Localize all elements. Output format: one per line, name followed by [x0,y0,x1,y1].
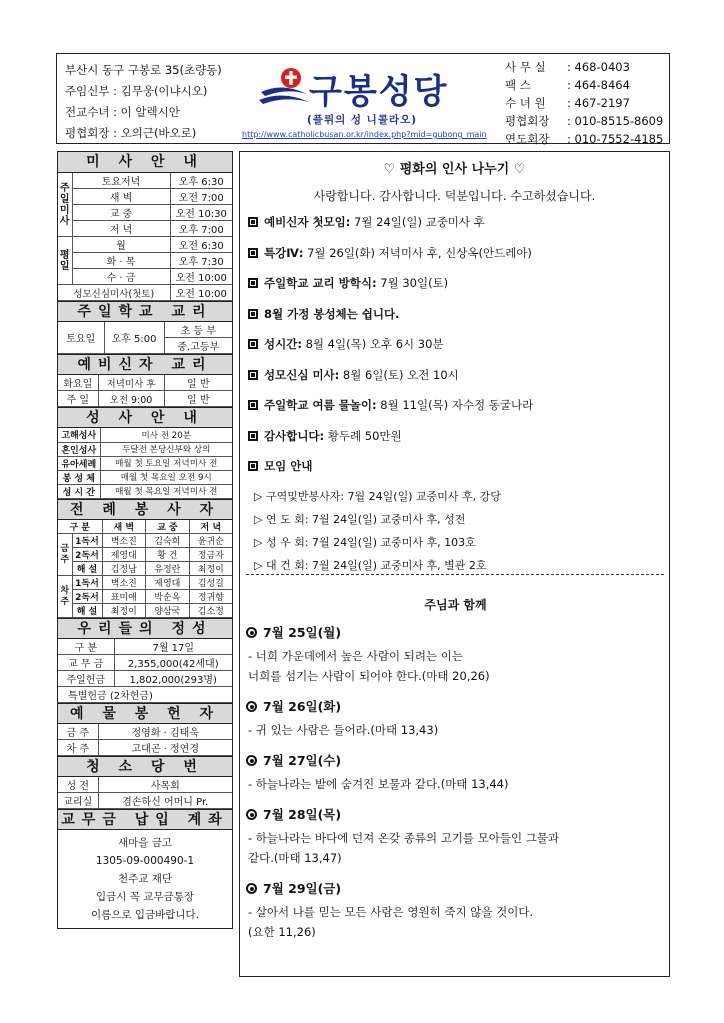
mass-name: 월 [72,237,170,253]
notice-item [248,454,668,485]
church-website-link[interactable]: http://www.catholicbusan.or.kr/index.php?mid=gubong_main [242,130,487,139]
contact-label: 평협회장 [505,114,550,128]
server-name: 벽소진 [102,534,146,548]
weekday-mass-label: 평일 [58,237,72,285]
catechumen-row [58,391,232,407]
contact-value: : 010-7552-4185 [567,132,664,146]
sacrament-row [58,470,232,484]
cleaning-row [58,777,232,793]
cleaning-value: 사목회 [98,777,232,793]
left-column [57,151,233,929]
account-title: 교무금 납입 계좌 [58,809,232,830]
server-name: 정금자 [189,548,232,562]
contact-value: : 467-2197 [567,96,630,110]
circle-bullet-icon [246,883,257,894]
sunday-school-group: 초 등 부 [164,322,232,338]
catechumen-day: 화요일 [58,375,98,391]
account-line: 1305-09-000490-1 [95,855,195,867]
section-divider [246,574,664,575]
verse-date [246,620,666,646]
contact-row [505,58,663,76]
mass-time: 오후 7:30 [170,253,232,269]
contact-value: : 464-8464 [567,78,630,92]
square-bullet-icon [248,339,258,349]
server-name: 양삼국 [146,604,190,618]
daily-verse [246,694,666,740]
account-line: 천주교 재단 [117,873,173,885]
mass-row [58,285,232,301]
circle-bullet-icon [246,755,257,766]
catechumen-table [58,375,232,407]
notice-heading: 모임 안내 [264,459,313,473]
catechumen-group: 일 반 [164,375,232,391]
servers-head-cell: 새 벽 [102,520,146,534]
servers-row [58,534,232,548]
daily-verses [246,620,666,950]
verse-date [246,694,666,720]
notice-detail: 7월 26일(화) 저녁미사 후, 신상옥(안드레아) [303,245,532,260]
servers-row [58,590,232,604]
mass-name: 저 녁 [72,221,170,237]
square-bullet-icon [248,400,258,410]
church-emblem-icon [257,66,311,112]
servers-row [58,604,232,618]
notice-item [248,302,668,333]
notice-heading: 성시간: [264,337,302,351]
cleaning-row [58,793,232,809]
sacrament-desc: 매월 첫 토요일 저녁미사 전 [100,456,232,470]
offering-title: 우리들의 정성 [58,618,232,639]
sunday-school-time: 오후 5:00 [104,322,164,354]
verse-text: - 귀 있는 사람은 들어라.(마태 13,43) [248,723,439,737]
sunday-school-group: 중.고등부 [164,338,232,354]
sacrament-name: 성 시 간 [58,484,100,498]
cleaning-label: 성 전 [58,777,98,793]
server-role: 1독서 [72,576,102,590]
sacrament-row [58,442,232,456]
server-name: 최정이 [189,562,232,576]
notice-detail: 황두례 50만원 [324,428,402,443]
with-lord-title: 주님과 함께 [424,598,487,612]
contact-value: : 010-8515-8609 [567,114,664,128]
notice-item [248,332,668,363]
catechumen-day: 주 일 [58,391,98,407]
server-role: 1독서 [72,534,102,548]
meeting-item: ▷ 대 건 회: 7월 24일(일) 교중미사 후, 별관 2호 [254,558,487,572]
offering-label: 특별헌금 (2차헌금) [58,687,232,703]
notice-item [248,271,668,302]
contact-row [505,130,663,148]
contact-row [505,76,663,94]
verse-date-text: 7월 28일(목) [263,807,342,822]
sacrament-table [58,428,232,499]
servers-row [58,548,232,562]
notice-item [248,424,668,455]
mass-time: 오전 6:30 [170,237,232,253]
sunday-mass-label: 주일미사 [58,173,72,237]
daily-verse [246,876,666,942]
offering-label: 교 무 금 [58,655,114,671]
verse-text: - 하늘나라는 바다에 던져 온갖 종류의 고기를 모아들인 그물과 [248,831,560,845]
mass-name: 교 중 [72,205,170,221]
notice-heading: 주일학교 교리 방학식: [264,276,377,290]
verse-date [246,802,666,828]
church-logo [257,64,487,124]
server-name: 윤귀순 [189,534,232,548]
verse-date-text: 7월 25일(월) [263,625,342,640]
account-line: 새마을 금고 [117,837,173,849]
mass-time: 오전 7:00 [170,189,232,205]
notice-heading: 예비신자 첫모임: [264,215,351,229]
sacrament-desc: 미사 전 20분 [100,428,232,442]
flower-row [58,740,232,756]
square-bullet-icon [248,461,258,471]
notice-heading: 주일학교 여름 물놀이: [264,398,377,412]
contact-label: 사 무 실 [505,60,546,74]
mass-name: 수 · 금 [72,269,170,285]
circle-bullet-icon [246,627,257,638]
sacrament-row [58,428,232,442]
verse-date [246,748,666,774]
notice-detail: 7월 24일(일) 교중미사 후 [350,215,485,229]
mass-row [58,237,232,253]
sacrament-name: 유아세례 [58,456,100,470]
server-name: 유정란 [146,562,190,576]
server-name: 표미애 [102,590,146,604]
mass-time: 오전 10:30 [170,205,232,221]
notice-item [248,241,668,272]
server-role: 해 설 [72,604,102,618]
church-address: 부산시 동구 구봉로 35(초량동) [65,63,222,77]
mass-row [58,253,232,269]
greeting-text: 사랑합니다. 감사합니다. 덕분입니다. 수고하셨습니다. [313,189,596,203]
server-name: 제영대 [102,548,146,562]
contact-label: 팩 스 [505,78,531,92]
mass-schedule-title: 미 사 안 내 [58,152,232,173]
meeting-item: ▷ 구역및반봉사자: 7월 24일(일) 교중미사 후, 강당 [254,489,501,503]
sacrament-name: 고해성사 [58,428,100,442]
cleaning-table [58,777,232,809]
server-name: 황 건 [146,548,190,562]
meeting-item: ▷ 성 우 회: 7월 24일(일) 교중미사 후, 103호 [254,535,476,549]
verse-date-text: 7월 27일(수) [263,753,342,768]
server-name: 최정이 [102,604,146,618]
notice-heading: 감사합니다: [264,428,325,443]
flowers-title: 예 물 봉 헌 자 [58,703,232,724]
verse-date-text: 7월 29일(금) [263,881,342,896]
sacrament-desc: 매월 첫 목요일 저녁미사 전 [100,484,232,498]
offering-table [58,639,232,703]
circle-bullet-icon [246,701,257,712]
daily-verse [246,802,666,868]
notice-item [248,210,668,241]
sacrament-row [58,456,232,470]
catechumen-row [58,375,232,391]
server-role: 2독서 [72,548,102,562]
right-column [239,151,670,977]
square-bullet-icon [248,309,258,319]
sunday-school-title: 주일학교 교리 [58,301,232,322]
verse-date-text: 7월 26일(화) [263,699,342,714]
offering-head-row [58,639,232,655]
notice-list [248,210,668,577]
verse-text: 같다.(마태 13,47) [248,851,342,865]
mass-name: 새 벽 [72,189,170,205]
verse-date [246,876,666,902]
verse-text: - 살아서 나를 믿는 모든 사람은 영원히 죽지 않을 것이다. [248,905,534,919]
servers-head-row [58,520,232,534]
verse-text: - 하늘나라는 밭에 숨겨진 보물과 같다.(마태 13,44) [248,777,509,791]
meeting-item: ▷ 연 도 회: 7월 24일(일) 교중미사 후, 성전 [254,512,466,526]
account-line: 입금시 꼭 교무금통장 [96,891,194,903]
notice-detail: 8월 11일(목) 자수정 동굴나라 [376,398,534,412]
servers-table [58,520,232,619]
mass-name: 토요저녁 [72,173,170,189]
catechumen-title: 예비신자 교리 [58,354,232,375]
mass-time: 오후 7:00 [170,221,232,237]
server-name: 제영대 [146,576,190,590]
notice-detail: 7월 30일(토) [376,276,449,290]
catechumen-group: 일 반 [164,391,232,407]
server-role: 해 설 [72,562,102,576]
servers-title: 전 례 봉 사 자 [58,499,232,520]
account-line: 이름으로 입금바랍니다. [90,909,200,921]
square-bullet-icon [248,248,258,258]
servers-head-cell: 구 분 [58,520,102,534]
church-patron: (플뤼의 성 니콜라오) [307,114,418,126]
server-name: 김정남 [102,562,146,576]
contact-label: 수 녀 원 [505,96,546,110]
server-name: 김소정 [189,604,232,618]
catechumen-time: 저녁미사 후 [98,375,164,391]
server-name: 정귀향 [189,590,232,604]
notice-title: ♡ 평화의 인사 나누기 ♡ [383,162,526,177]
notice-heading: 성모신심 미사: [264,367,340,382]
flower-value: 고대곤 · 정연경 [98,740,232,756]
contact-list [505,58,663,148]
notice-detail: 8월 4일(목) 오후 6시 30분 [301,337,444,351]
sacrament-name: 봉 성 체 [58,470,100,484]
bulletin-page [56,53,670,977]
offering-head-cell: 7월 17일 [114,639,232,655]
next-week-label: 차주 [58,576,72,618]
cleaning-value: 겸손하신 어머니 Pr. [98,793,232,809]
notice-heading: 8월 가정 봉성체는 쉽니다. [264,306,400,321]
square-bullet-icon [248,370,258,380]
bulletin-header [56,53,670,144]
mass-row [58,221,232,237]
mass-name: 화 · 목 [72,253,170,269]
mass-row [58,205,232,221]
square-bullet-icon [248,278,258,288]
mass-time: 오전 10:00 [170,285,232,301]
daily-verse [246,620,666,686]
flower-row [58,724,232,740]
offering-row [58,671,232,687]
contact-row [505,94,663,112]
flower-label: 금 주 [58,724,98,740]
offering-value: 1,802,000(293명) [114,671,232,687]
flowers-table [58,724,232,756]
contact-value: : 468-0403 [567,60,630,74]
pastor-name: 주임신부 : 김무웅(이냐시오) [65,84,208,98]
flower-label: 차 주 [58,740,98,756]
servers-head-cell: 교 중 [146,520,190,534]
square-bullet-icon [248,217,258,227]
server-name: 박순옥 [146,590,190,604]
catechist-name: 전교수녀 : 이 알렉시안 [65,105,180,119]
servers-head-cell: 저 녁 [189,520,232,534]
notice-item [248,363,668,394]
notice-item [248,393,668,424]
notice-detail: 8월 6일(토) 오전 10시 [339,367,459,382]
offering-value: 2,355,000(42세대) [114,655,232,671]
account-info [58,830,232,928]
mass-name: 성모신심미사(첫토) [58,285,170,301]
server-name: 김성길 [189,576,232,590]
sacrament-desc: 두달전 본당신부와 상의 [100,442,232,456]
daily-verse [246,748,666,794]
mass-row [58,173,232,189]
verse-text: - 너희 가운데에서 높은 사람이 되려는 이는 [248,649,463,663]
mass-row [58,269,232,285]
server-role: 2독서 [72,590,102,604]
sacrament-desc: 매월 첫 목요일 오전 9시 [100,470,232,484]
contact-label: 연도회장 [505,132,550,146]
offering-head-cell: 구 분 [58,639,114,655]
sunday-school-day: 토요일 [58,322,104,354]
mass-schedule-table [58,173,232,301]
offering-label: 주일헌금 [58,671,114,687]
offering-row [58,687,232,703]
catechumen-time: 오전 9:00 [98,391,164,407]
mass-time: 오후 6:30 [170,173,232,189]
verse-text: (요한 11,26) [248,925,316,939]
header-left-info [65,60,222,144]
flower-value: 정영화 · 김태욱 [98,724,232,740]
sacrament-title: 성 사 안 내 [58,407,232,428]
notice-heading: 특강Ⅳ: [264,245,304,260]
sacrament-row [58,484,232,498]
cleaning-title: 청 소 당 번 [58,756,232,777]
council-president: 평협회장 : 오의근(바오로) [65,126,197,140]
sacrament-name: 혼인성사 [58,442,100,456]
contact-row [505,112,663,130]
cleaning-label: 교리실 [58,793,98,809]
mass-row [58,189,232,205]
servers-row [58,562,232,576]
mass-time: 오전 10:00 [170,269,232,285]
server-name: 벽소진 [102,576,146,590]
church-name: 구봉성당 [309,72,449,112]
square-bullet-icon [248,431,258,441]
this-week-label: 금주 [58,534,72,576]
servers-row [58,576,232,590]
server-name: 김숙희 [146,534,190,548]
verse-text: 너희를 섬기는 사람이 되어야 한다.(마태 20,26) [248,669,490,683]
sunday-school-table [58,322,232,354]
circle-bullet-icon [246,809,257,820]
offering-row [58,655,232,671]
